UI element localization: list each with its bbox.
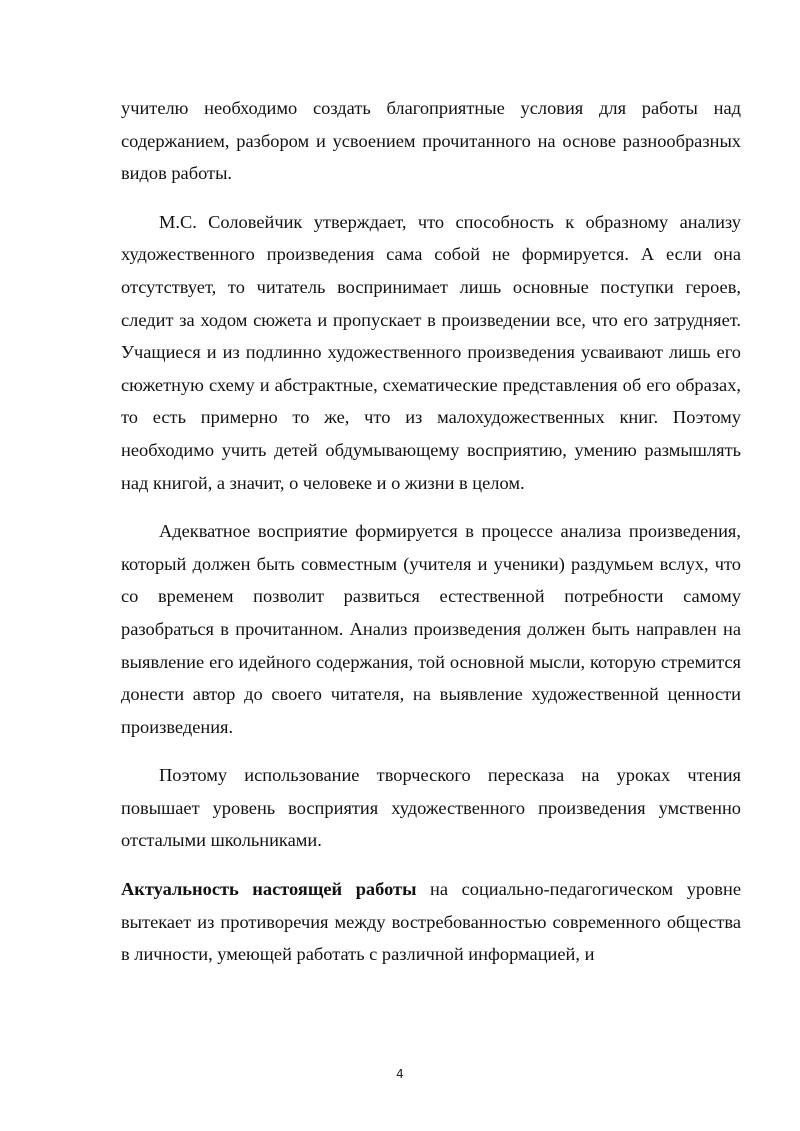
relevance-text: на социально-педагогическом уровне вытекает из противоречия между востребованностью современного общества в личности, умеющей работать с различной информацией, и (121, 879, 741, 965)
paragraph-continuation: учителю необходимо создать благоприятные условия для работы над содержанием, разбором и усвоением прочитанного на основе разнообразных видов работы. (121, 98, 741, 184)
page-number: 4 (396, 1067, 404, 1081)
relevance-heading: Актуальность настоящей работы (121, 879, 417, 900)
paragraph-creative-retelling: Поэтому использование творческого пересказа на уроках чтения повышает уровень восприятия художественного произведения умственно отсталыми школьниками. (121, 765, 741, 851)
paragraph-adequate-perception: Адекватное восприятие формируется в процессе анализа произведения, который должен быть совместным (учителя и ученики) раздумьем вслух, что со временем позволит развиться естественной потребности самому разобраться в прочитанном. Анализ произведения должен быть направлен на выявление его идейного содержания, той основной мысли, которую стремится донести автор до своего читателя, на выявление художественной ценности произведения. (121, 521, 741, 737)
body-text (121, 92, 741, 987)
paragraph-relevance (121, 873, 741, 971)
paragraph-soloveichik: М.С. Соловейчик утверждает, что способность к образному анализу художественного произведения сама собой не формируется. А если она отсутствует, то читатель воспринимает лишь основные поступки героев, следит за ходом сюжета и пропускает в произведении все, что его затрудняет. Учащиеся и из подлинно художественного произведения усваивают лишь его сюжетную схему и абстрактные, схематические представления об его образах, то есть примерно то же, что из малохудожественных книг. Поэтому необходимо учить детей обдумывающему восприятию, умению размышлять над книгой, а значит, о человеке и о жизни в целом. (121, 211, 741, 493)
